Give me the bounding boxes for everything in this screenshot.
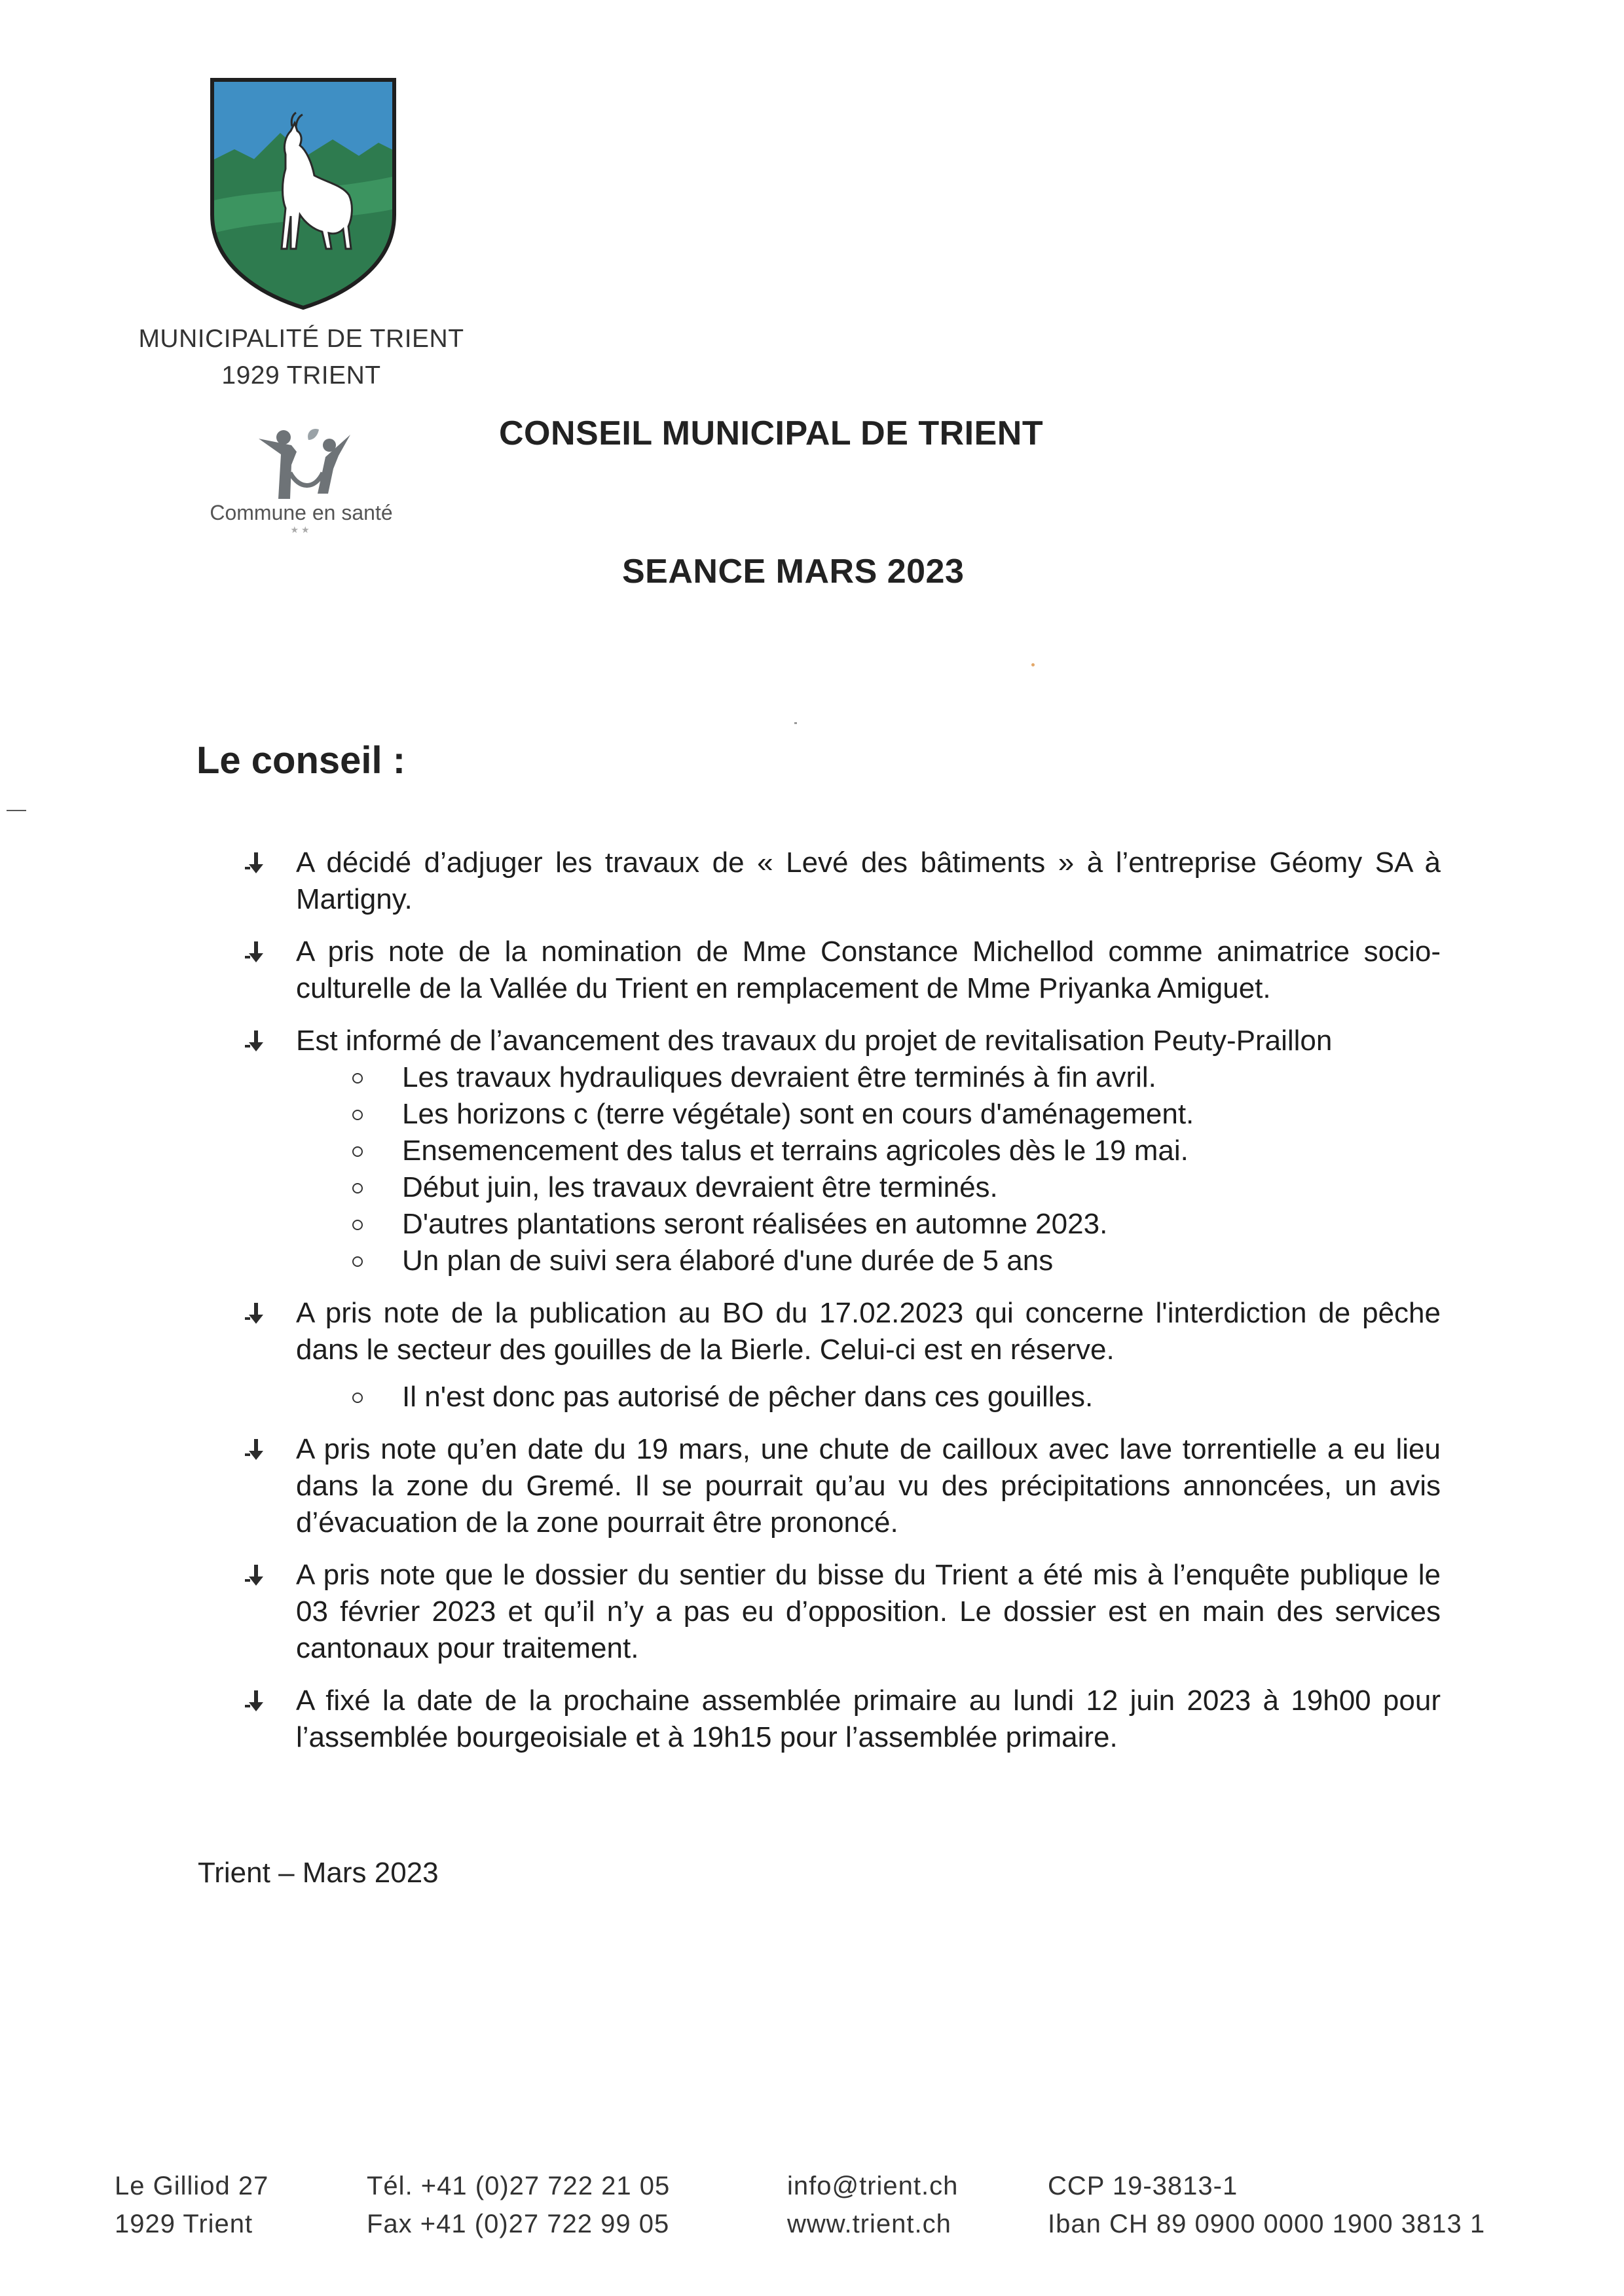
decision-subitem-text: Les travaux hydrauliques devraient être terminés à fin avril. [402, 1061, 1156, 1093]
hollow-circle-bullet-icon [352, 1220, 363, 1230]
session-title: SEANCE MARS 2023 [622, 553, 965, 591]
footer-phone: Tél. +41 (0)27 722 21 05 [367, 2172, 671, 2200]
commune-en-sante-logo-icon [252, 426, 357, 504]
decision-subitem [350, 1059, 1441, 1096]
down-arrow-bullet-icon [242, 1688, 268, 1714]
decision-text: A décidé d’adjuger les travaux de « Levé des bâtiments » à l’entreprise Géomy SA à Martigny. [296, 847, 1441, 915]
decision-item [242, 845, 1441, 918]
down-arrow-bullet-icon [242, 1562, 268, 1588]
decision-subitem-text: D'autres plantations seront réalisées en automne 2023. [402, 1208, 1108, 1240]
decision-item [242, 934, 1441, 1007]
document-title: CONSEIL MUNICIPAL DE TRIENT [499, 414, 1044, 452]
decision-subitem [350, 1206, 1441, 1243]
decision-subitem [350, 1133, 1441, 1169]
scan-speck [794, 722, 797, 724]
down-arrow-bullet-icon [242, 1436, 268, 1463]
scan-margin-mark [7, 810, 26, 811]
footer-email-link[interactable]: info@trient.ch [787, 2172, 959, 2200]
hollow-circle-bullet-icon [352, 1146, 363, 1157]
decision-subitem-text: Il n'est donc pas autorisé de pêcher dans ces gouilles. [402, 1381, 1094, 1413]
footer-address [115, 2167, 268, 2243]
down-arrow-bullet-icon [242, 850, 268, 876]
decision-subitem [350, 1243, 1441, 1279]
hollow-circle-bullet-icon [352, 1256, 363, 1267]
decision-subitem [350, 1096, 1441, 1133]
hollow-circle-bullet-icon [352, 1073, 363, 1084]
decision-item [242, 1683, 1441, 1756]
decision-text: A pris note qu’en date du 19 mars, une chute de cailloux avec lave torrentielle a eu lieu dans la zone du Gremé. Il se pourrait qu’au vu des précipitations annoncées, un avis d’évacuation de la zone pourrait être prononcé. [296, 1433, 1441, 1539]
decision-subitem-text: Un plan de suivi sera élaboré d'une durée de 5 ans [402, 1245, 1054, 1277]
footer-bank-block [1048, 2167, 1485, 2243]
chamois-coat-of-arms-icon [208, 77, 398, 310]
footer-address-street: Le Gilliod 27 [115, 2172, 269, 2200]
hollow-circle-bullet-icon [352, 1110, 363, 1120]
footer-iban: Iban CH 89 0900 0000 1900 3813 1 [1048, 2210, 1486, 2238]
decision-subitem [350, 1379, 1441, 1415]
footer-address-city: 1929 Trient [115, 2210, 253, 2238]
decision-text: A fixé la date de la prochaine assemblée primaire au lundi 12 juin 2023 à 19h00 pour l’assemblée bourgeoisiale et à 19h15 pour l’assemblée primaire. [296, 1685, 1441, 1753]
decision-sublist [296, 1059, 1441, 1279]
decision-list [242, 845, 1441, 1772]
decision-subitem-text: Ensemencement des talus et terrains agricoles dès le 19 mai. [402, 1135, 1189, 1167]
footer-web-block [787, 2167, 958, 2243]
decision-item [242, 1295, 1441, 1415]
municipality-name: MUNICIPALITÉ DE TRIENT [138, 325, 464, 353]
commune-en-sante-stars: ★★ [290, 524, 312, 535]
footer-website-link[interactable]: www.trient.ch [787, 2210, 951, 2238]
footer-phone-block [367, 2167, 670, 2243]
decision-text: A pris note de la nomination de Mme Constance Michellod comme animatrice socio-culturelle de la Vallée du Trient en remplacement de Mme Priyanka Amiguet. [296, 936, 1441, 1004]
section-title: Le conseil : [196, 739, 406, 782]
decision-item [242, 1557, 1441, 1667]
footer-ccp: CCP 19-3813-1 [1048, 2172, 1238, 2200]
signoff-place-date: Trient – Mars 2023 [198, 1857, 439, 1889]
hollow-circle-bullet-icon [352, 1183, 363, 1194]
scan-speck [1031, 663, 1035, 666]
decision-text: Est informé de l’avancement des travaux du projet de revitalisation Peuty-Praillon [296, 1025, 1333, 1057]
decision-text: A pris note que le dossier du sentier du bisse du Trient a été mis à l’enquête publique le 03 février 2023 et qu’il n’y a pas eu d’opposition. Le dossier est en main des services cantonaux pour traitement. [296, 1559, 1441, 1664]
decision-subitem-text: Les horizons c (terre végétale) sont en cours d'aménagement. [402, 1098, 1194, 1130]
municipality-postal-code: 1929 TRIENT [221, 361, 381, 390]
footer-fax: Fax +41 (0)27 722 99 05 [367, 2210, 670, 2238]
decision-item [242, 1431, 1441, 1541]
decision-item [242, 1023, 1441, 1279]
decision-subitem [350, 1169, 1441, 1206]
decision-sublist [296, 1379, 1441, 1415]
decision-subitem-text: Début juin, les travaux devraient être terminés. [402, 1171, 998, 1203]
commune-en-sante-label: Commune en santé [210, 501, 393, 524]
down-arrow-bullet-icon [242, 939, 268, 965]
down-arrow-bullet-icon [242, 1028, 268, 1054]
decision-text: A pris note de la publication au BO du 17.02.2023 qui concerne l'interdiction de pêche dans le secteur des gouilles de la Bierle. Celui-ci est en réserve. [296, 1297, 1441, 1366]
hollow-circle-bullet-icon [352, 1393, 363, 1403]
down-arrow-bullet-icon [242, 1300, 268, 1326]
